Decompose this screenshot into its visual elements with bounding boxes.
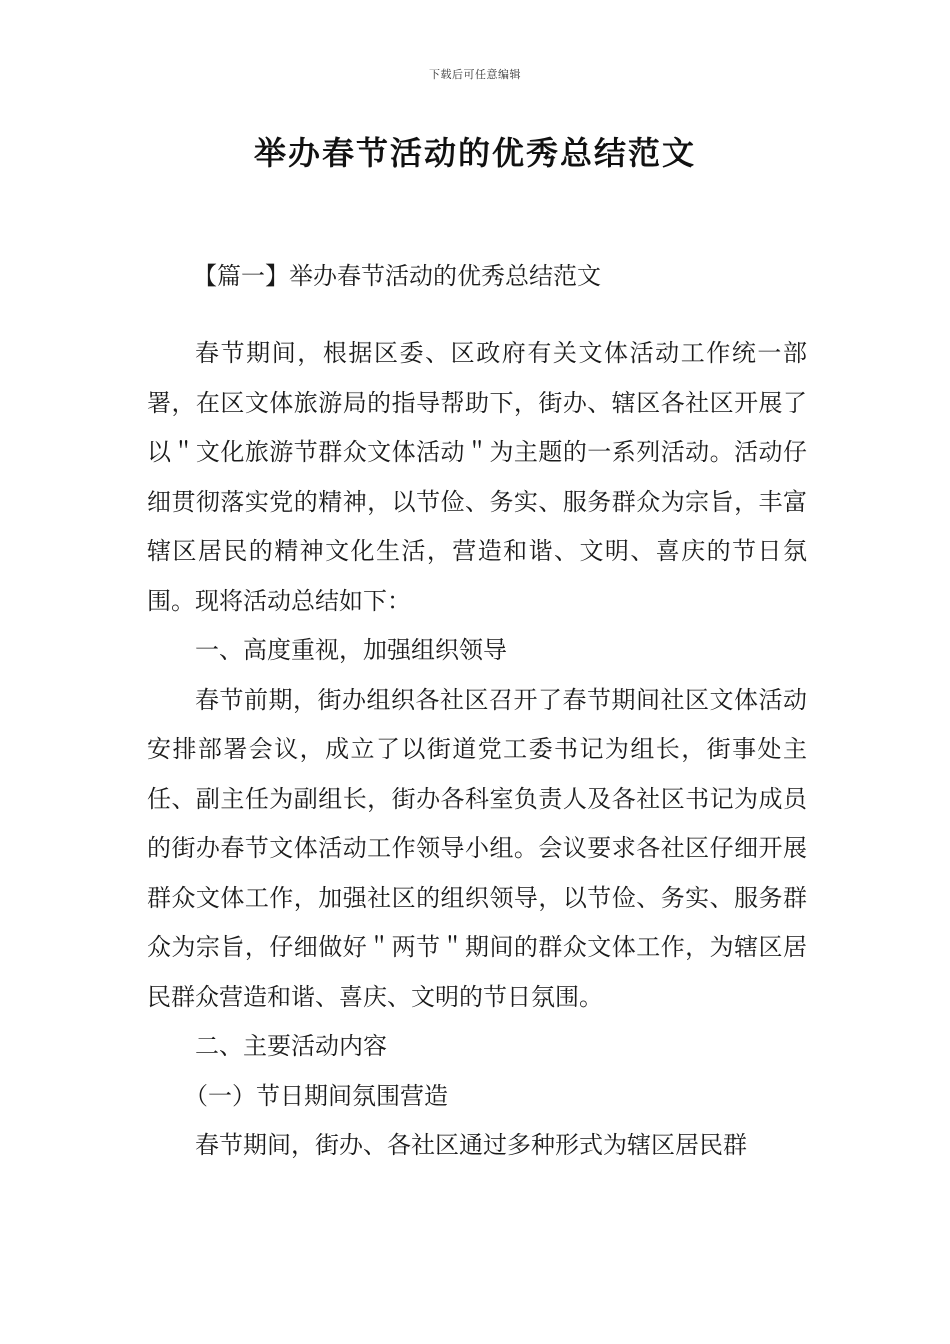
- section-heading: 【篇一】举办春节活动的优秀总结范文: [193, 262, 601, 290]
- subheading-one: 一、高度重视，加强组织领导: [195, 636, 507, 664]
- subheading-two: 二、主要活动内容: [195, 1032, 387, 1060]
- paragraph-intro: 春节期间，根据区委、区政府有关文体活动工作统一部署，在区文体旅游局的指导帮助下，街办、辖区各社区开展了以＂文化旅游节群众文体活动＂为主题的一系列活动。活动仔细贯彻落实党的精神，以节俭、务实、服务群众为宗旨，丰富辖区居民的精神文化生活，营造和谐、文明、喜庆的节日氛围。现将活动总结如下：: [147, 339, 807, 615]
- document-title: 举办春节活动的优秀总结范文: [253, 134, 696, 172]
- body-text: [147, 329, 807, 1171]
- header-note: 下载后可任意编辑: [429, 68, 521, 81]
- paragraph-organization: 春节前期，街办组织各社区召开了春节期间社区文体活动安排部署会议，成立了以街道党工委书记为组长，街事处主任、副主任为副组长，街办各科室负责人及各社区书记为成员的街办春节文体活动工作领导小组。会议要求各社区仔细开展群众文体工作，加强社区的组织领导，以节俭、务实、服务群众为宗旨，仔细做好＂两节＂期间的群众文体工作，为辖区居民群众营造和谐、喜庆、文明的节日氛围。: [147, 685, 807, 1011]
- paragraph-atmosphere: 春节期间，街办、各社区通过多种形式为辖区居民群: [195, 1131, 747, 1159]
- subheading-two-one: （一）节日期间氛围营造: [184, 1081, 448, 1110]
